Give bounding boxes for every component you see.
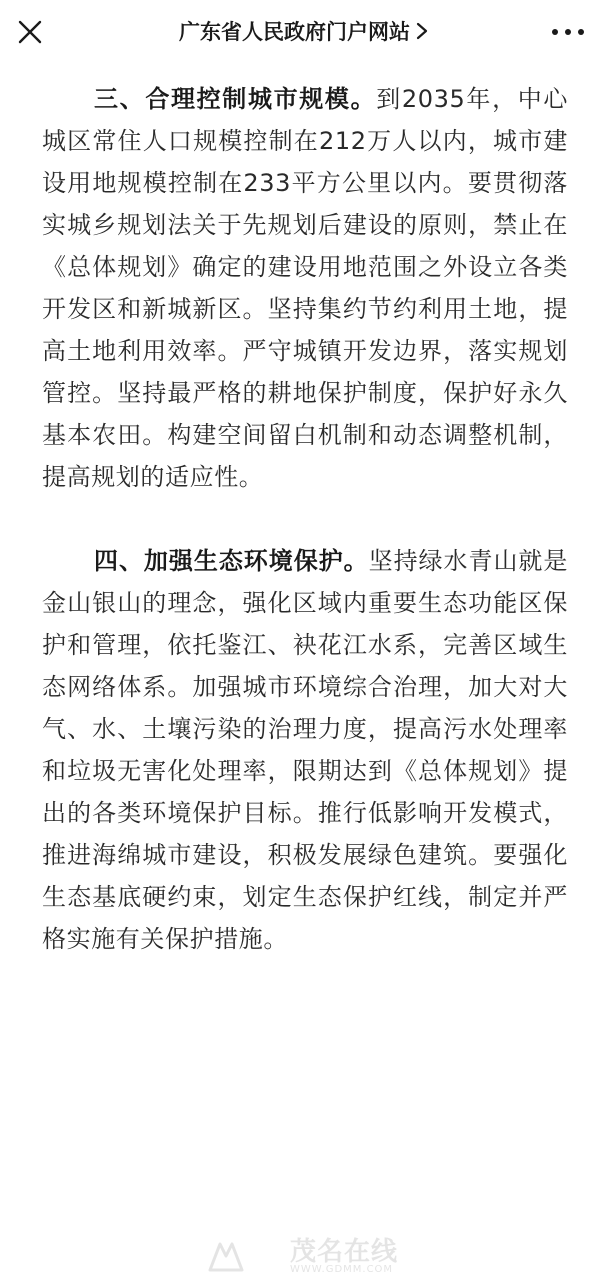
page-title: 广东省人民政府门户网站 [179,20,410,44]
more-button[interactable] [546,16,590,48]
article-content [42,78,568,960]
watermark-url: WWW.GDMM.COM [290,1264,394,1275]
chevron-right-icon [414,21,430,41]
watermark-logo-icon [206,1236,246,1276]
page-title-link[interactable] [120,16,489,48]
close-button[interactable] [14,16,46,48]
paragraph-section-4 [42,540,568,960]
watermark [206,1236,416,1278]
top-navigation-bar [0,0,609,64]
paragraph-section-3 [42,78,568,498]
close-icon [14,16,46,48]
more-icon [546,16,590,48]
section-3-body: 到2035年，中心城区常住人口规模控制在212万人以内，城市建设用地规模控制在233平方公里以内。要贯彻落实城乡规划法关于先规划后建设的原则，禁止在《总体规划》确定的建设用地范围之外设立各类开发区和新城新区。坚持集约节约利用土地，提高土地利用效率。严守城镇开发边界，落实规划管控。坚持最严格的耕地保护制度，保护好永久基本农田。构建空间留白机制和动态调整机制，提高规划的适应性。 [42,85,568,491]
watermark-name: 茂名在线 [290,1237,399,1267]
section-4-body: 坚持绿水青山就是金山银山的理念，强化区域内重要生态功能区保护和管理，依托鉴江、袂花江水系，完善区域生态网络体系。加强城市环境综合治理，加大对大气、水、土壤污染的治理力度，提高污水处理率和垃圾无害化处理率，限期达到《总体规划》提出的各类环境保护目标。推行低影响开发模式，推进海绵城市建设，积极发展绿色建筑。要强化生态基底硬约束，划定生态保护红线，制定并严格实施有关保护措施。 [42,547,568,953]
section-4-heading: 四、加强生态环境保护。 [94,547,369,575]
section-3-heading: 三、合理控制城市规模。 [94,85,377,113]
